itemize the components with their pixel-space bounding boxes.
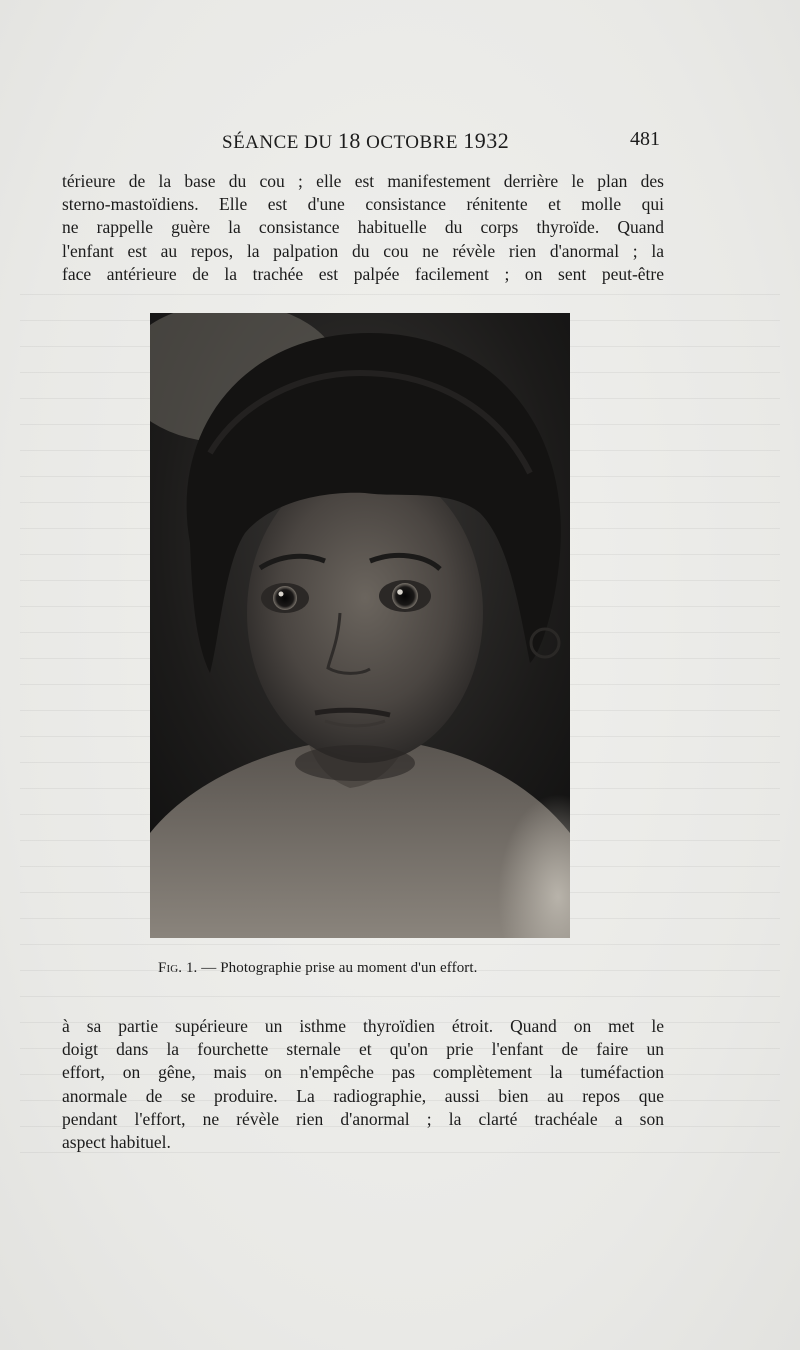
text-line: face antérieure de la trachée est palpée facilement ; on sent peut-être <box>62 263 664 284</box>
portrait-photograph <box>150 313 570 938</box>
text-line: ne rappelle guère la consistance habituelle du corps thyroïde. Quand <box>62 217 664 238</box>
figure-label: Fig. 1. <box>158 960 198 976</box>
text-line: l'enfant est au repos, la palpation du cou ne révèle rien d'anormal ; la <box>62 240 664 261</box>
text-line: à sa partie supérieure un isthme thyroïdien étroit. Quand on met le <box>62 1016 664 1036</box>
paragraph-bottom <box>62 1015 664 1154</box>
text-line: aspect habituel. <box>62 1132 171 1153</box>
running-head-title <box>222 128 509 154</box>
running-head-prefix: SÉANCE DU <box>222 132 333 153</box>
running-head-day: 18 <box>337 128 361 153</box>
text-line: térieure de la base du cou ; elle est manifestement derrière le plan des <box>62 171 664 191</box>
figure-caption-text: — Photographie prise au moment d'un effort. <box>201 960 478 976</box>
photograph-image <box>150 313 570 938</box>
text-line: anormale de se produire. La radiographie, aussi bien au repos que <box>62 1085 664 1106</box>
paragraph-top <box>62 170 664 286</box>
text-line: effort, on gêne, mais on n'empêche pas complètement la tuméfaction <box>62 1062 664 1083</box>
text-line: pendant l'effort, ne révèle rien d'anormal ; la clarté trachéale a son <box>62 1108 664 1129</box>
running-head-year: 1932 <box>463 128 510 153</box>
running-head <box>62 128 662 154</box>
running-head-month: OCTOBRE <box>366 132 458 153</box>
text-line: doigt dans la fourchette sternale et qu'on prie l'enfant de faire un <box>62 1039 664 1060</box>
text-line: sterno-mastoïdiens. Elle est d'une consistance rénitente et molle qui <box>62 194 664 215</box>
page-number: 481 <box>630 128 660 150</box>
figure-caption <box>158 960 578 977</box>
